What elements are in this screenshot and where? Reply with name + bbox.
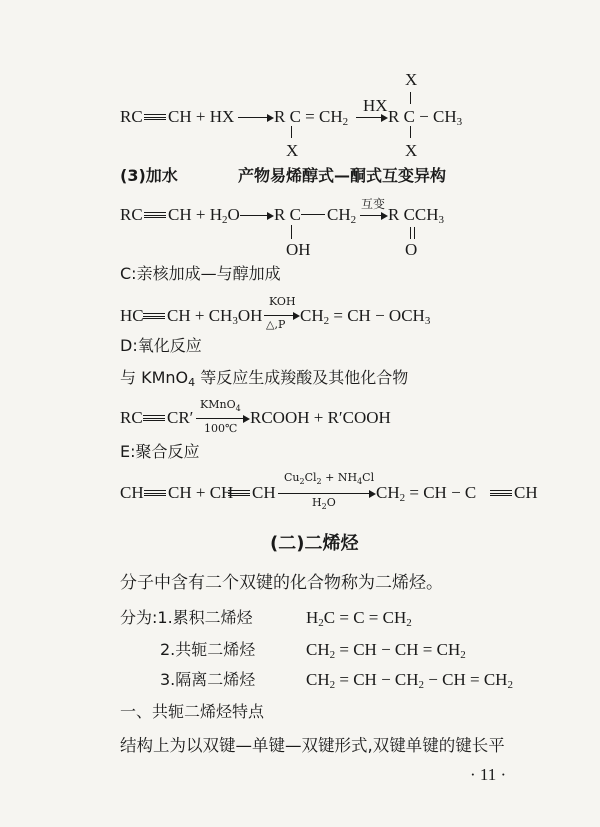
oxygen: O <box>405 240 418 259</box>
class2-label: 2.共轭二烯烃 <box>160 640 256 659</box>
eq1-lhs: RC <box>120 107 143 126</box>
eq2-intermediate-r: R C <box>274 205 301 224</box>
eq4-product: RCOOH + R′COOH <box>250 408 391 427</box>
class1-formula: $H_2C = C = CH_2$ <box>306 608 412 629</box>
arrow-label-koh: KOH <box>269 295 296 308</box>
bond-vertical <box>410 126 411 138</box>
reaction-arrow <box>240 215 272 216</box>
eq3-lhs: HC <box>120 306 144 325</box>
reaction-arrow <box>356 117 386 118</box>
section-e-heading: E:聚合反应 <box>120 442 200 461</box>
section-c-heading: C:亲核加成—与醇加成 <box>120 264 281 283</box>
eq1-intermediate: R $C = CH_2$ <box>274 107 349 128</box>
arrow-label-catalyst: $Cu_2Cl_2 + NH_4Cl$ <box>284 471 375 486</box>
reaction-arrow <box>360 215 386 216</box>
reaction-arrow <box>196 418 248 419</box>
oh-group: OH <box>286 240 311 259</box>
arrow-label-hx: HX <box>363 96 388 115</box>
arrow-label-tautomer: 互变 <box>361 197 386 211</box>
hydration-heading: (3)加水 <box>120 166 178 185</box>
reaction-arrow <box>264 315 298 316</box>
triple-bond <box>144 114 166 120</box>
eq1-reactant: CH + HX <box>168 107 235 126</box>
arrow-label-water: $H_2O$ <box>312 496 336 511</box>
arrow-label-conditions: △,P <box>266 318 286 331</box>
feature-heading: 一、共轭二烯烃特点 <box>120 702 265 721</box>
eq3-product: $CH_2$ = CH − $OCH_3$ <box>300 306 431 327</box>
page-number: · 11 · <box>470 765 507 784</box>
triple-bond <box>490 490 512 496</box>
triple-bond <box>143 313 165 319</box>
section-d-heading: D:氧化反应 <box>120 336 202 355</box>
triple-bond <box>144 212 166 218</box>
arrow-label-temperature: 100℃ <box>204 422 238 435</box>
eq5-reactant-b: CH + CH <box>168 483 234 502</box>
reaction-arrow <box>278 493 374 494</box>
eq5-reactant-a: CH <box>120 483 144 502</box>
classification-intro: 分为:1.累积二烯烃 <box>120 608 253 627</box>
x-top: X <box>405 70 418 89</box>
class3-label: 3.隔离二烯烃 <box>160 670 256 689</box>
class3-formula: $CH_2$ = CH − $CH_2$ − CH = $CH_2$ <box>306 670 513 691</box>
structure-text: 结构上为以双键—单键—双键形式,双键单键的键长平 <box>120 736 505 755</box>
eq4-lhs: RC <box>120 408 143 427</box>
eq2-reactant: CH + $H_2O$ <box>168 205 240 226</box>
hydration-note: 产物易烯醇式—酮式互变异构 <box>238 166 447 185</box>
x-bottom: X <box>405 141 418 160</box>
eq2-intermediate-ch2: $CH_2$ <box>327 205 357 226</box>
reaction-arrow <box>238 117 272 118</box>
triple-bond <box>144 490 166 496</box>
arrow-label-kmno4: KMnO$_4$ <box>200 398 241 413</box>
section-d-text: 与 KMnO$_4$ 等反应生成羧酸及其他化合物 <box>120 368 409 389</box>
section-title: (二)二烯烃 <box>270 533 359 554</box>
eq2-product: R $CCH_3$ <box>388 205 445 226</box>
eq5-reactant-c: CH <box>252 483 276 502</box>
eq1-product: R $C - CH_3$ <box>388 107 463 128</box>
bond-vertical <box>291 126 292 138</box>
eq5-product: $CH_2$ = CH − C <box>376 483 477 504</box>
definition-text: 分子中含有二个双键的化合物称为二烯烃。 <box>120 573 443 593</box>
bond-vertical <box>410 92 411 104</box>
eq2-lhs: RC <box>120 205 143 224</box>
eq3-reactant: CH + $CH_3OH$ <box>167 306 263 327</box>
bond-vertical <box>291 225 292 239</box>
class2-formula: $CH_2$ = CH − CH = $CH_2$ <box>306 640 466 661</box>
eq5-product-end: CH <box>514 483 538 502</box>
eq4-reactant: CR′ <box>167 408 194 427</box>
single-bond <box>301 214 325 215</box>
x-bottom: X <box>286 141 299 160</box>
double-bond-vertical <box>410 227 415 239</box>
triple-bond <box>228 490 250 496</box>
triple-bond <box>143 415 165 421</box>
